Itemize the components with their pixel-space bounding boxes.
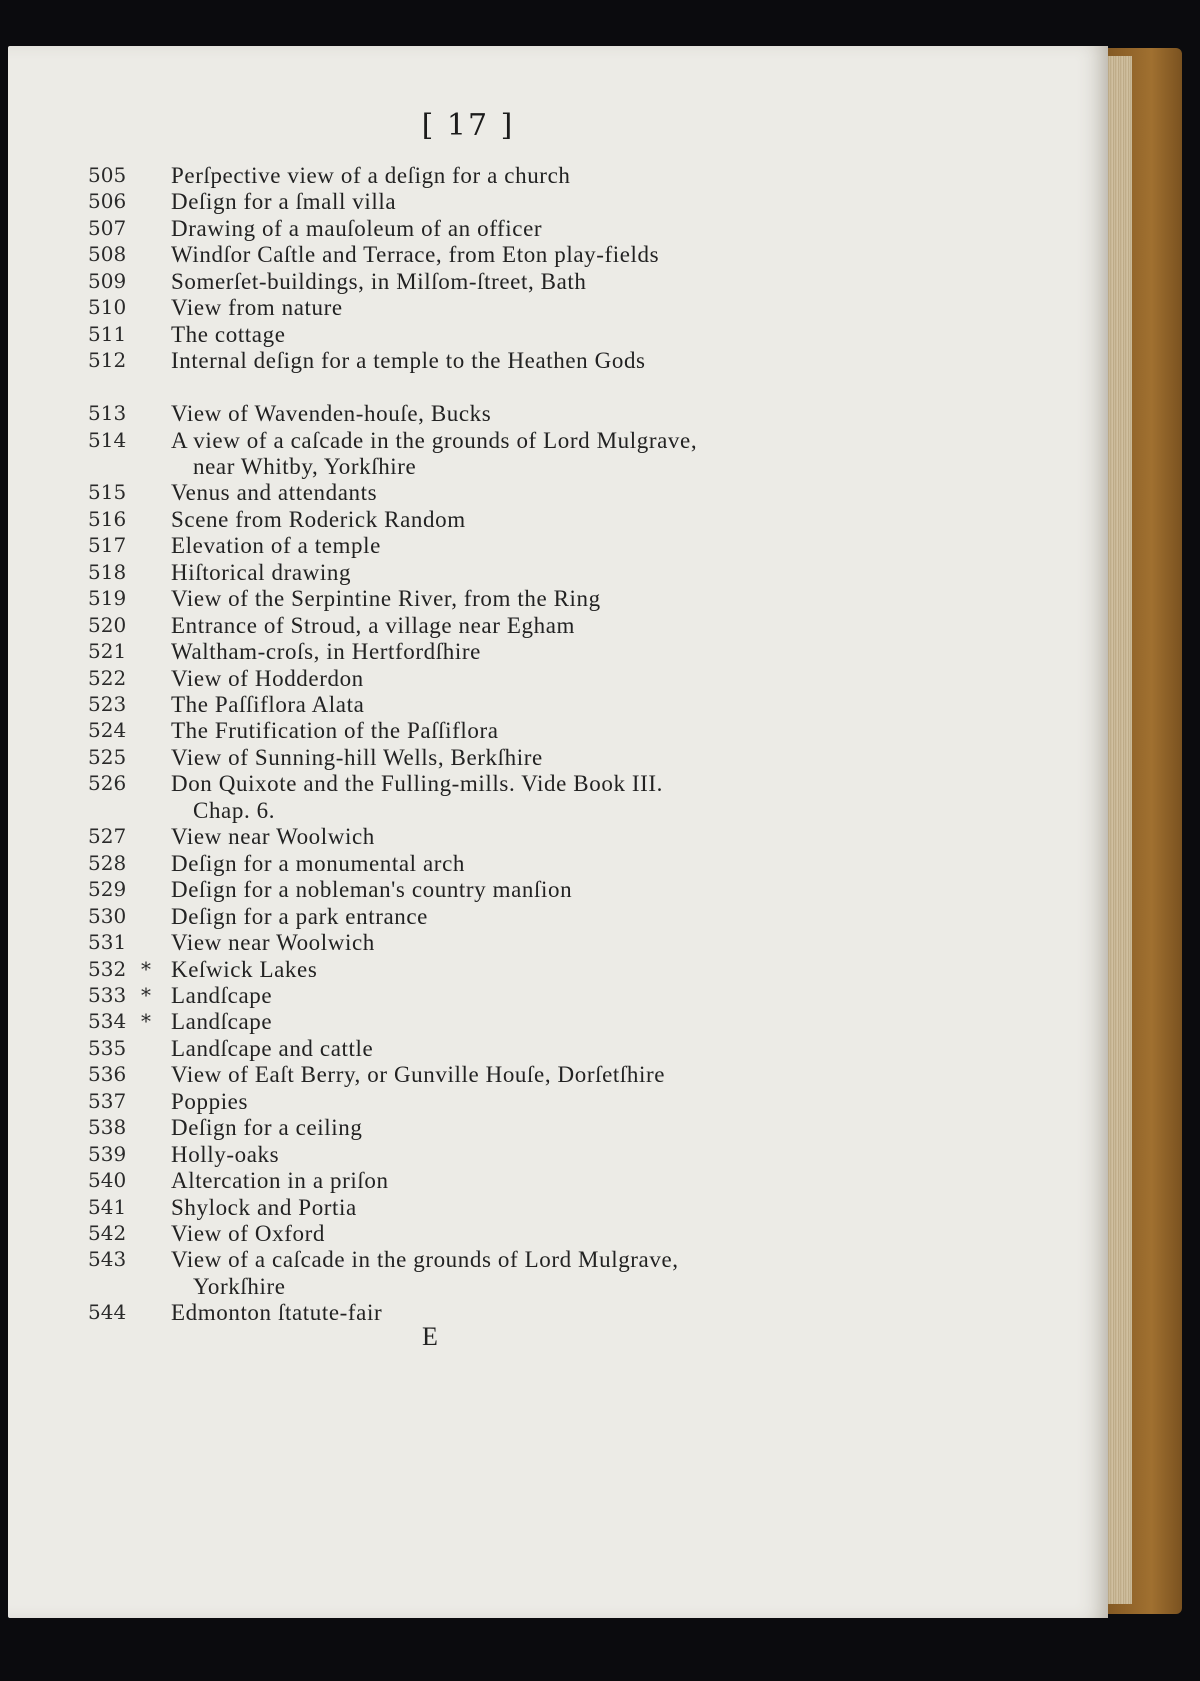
- entry-number: 540: [88, 1168, 127, 1193]
- entry-title: Hiſtorical drawing: [171, 559, 352, 585]
- entry-number: 518: [88, 559, 127, 584]
- entry-title: Venus and attendants: [171, 480, 378, 506]
- entry-number: 530: [88, 903, 127, 928]
- entry-number: 509: [88, 268, 127, 293]
- entry-number: 526: [88, 771, 127, 796]
- entry-number: 531: [88, 930, 127, 955]
- entry-title: Landſcape and cattle: [171, 1035, 374, 1061]
- entry-title: View near Woolwich: [171, 930, 375, 956]
- entry-title: Scene from Roderick Random: [171, 506, 466, 532]
- entry-title: Landſcape: [171, 1009, 273, 1035]
- entry-number: 514: [88, 427, 127, 452]
- entry-number: 516: [88, 506, 127, 531]
- entry-asterisk: *: [141, 956, 151, 981]
- entry-number: 513: [88, 401, 127, 426]
- entry-title: Landſcape: [171, 982, 273, 1008]
- entry-number: 515: [88, 480, 127, 505]
- entry-title: View from nature: [171, 295, 343, 321]
- entry-number: 506: [88, 189, 127, 214]
- entry-title: The Frutification of the Paſſiflora: [171, 718, 499, 744]
- entry-title: Waltham-croſs, in Hertfordſhire: [171, 639, 481, 665]
- entry-number: 541: [88, 1194, 127, 1219]
- entry-title: Drawing of a mauſoleum of an officer: [171, 215, 543, 241]
- entry-number: 522: [88, 665, 127, 690]
- entry-asterisk: *: [141, 1009, 151, 1034]
- entry-title: Holly-oaks: [171, 1141, 280, 1167]
- entry-number: 532: [88, 956, 127, 981]
- entry-title: View of Sunning-hill Wells, Berkſhire: [171, 744, 543, 770]
- entry-title: Internal deſign for a temple to the Heathen Gods: [171, 348, 646, 374]
- entry-title: Deſign for a ceiling: [171, 1115, 363, 1141]
- entry-title: View of the Serpintine River, from the Ring: [171, 586, 601, 612]
- entry-title: Poppies: [171, 1088, 249, 1114]
- entry-number: 542: [88, 1221, 127, 1245]
- entry-title: Elevation of a temple: [171, 533, 381, 559]
- entry-title: The Paſſiflora Alata: [171, 692, 365, 717]
- entry-title: The cottage: [171, 321, 286, 347]
- signature-mark: E: [422, 1322, 438, 1351]
- entry-number: 534: [88, 1009, 127, 1034]
- entry-asterisk: *: [141, 982, 151, 1007]
- entry-number: 519: [88, 586, 127, 611]
- entry-title: Windſor Caſtle and Terrace, from Eton play-fields: [171, 242, 660, 268]
- entry-title: View of Eaſt Berry, or Gunville Houſe, Dorſetſhire: [171, 1062, 666, 1088]
- entry-number: 536: [88, 1062, 127, 1087]
- entry-title: Entrance of Stroud, a village near Egham: [171, 612, 575, 638]
- entry-title: Edmonton ſtatute-fair: [171, 1300, 383, 1326]
- page-header: [ 17 ]: [421, 108, 515, 143]
- entry-title: Chap. 6.: [193, 797, 276, 823]
- entry-number: 535: [88, 1035, 127, 1060]
- entry-number: 510: [88, 295, 127, 320]
- entry-number: 539: [88, 1141, 127, 1166]
- entry-number: 507: [88, 215, 127, 240]
- entry-title: View near Woolwich: [171, 824, 375, 850]
- entry-title: Somerſet-buildings, in Milſom-ſtreet, Bath: [171, 268, 587, 294]
- entry-number: 528: [88, 850, 127, 875]
- page-fore-edge: [1104, 56, 1132, 1604]
- entry-title: near Whitby, Yorkſhire: [193, 453, 417, 479]
- entry-number: 520: [88, 612, 127, 637]
- entry-number: 517: [88, 533, 127, 558]
- entry-number: 537: [88, 1088, 127, 1113]
- entry-number: 543: [88, 1247, 127, 1272]
- entry-title: View of Oxford: [171, 1221, 325, 1246]
- entry-title: Perſpective view of a deſign for a church: [171, 163, 571, 188]
- entry-number: 511: [88, 321, 127, 346]
- entry-title: Deſign for a ſmall villa: [171, 189, 397, 215]
- entry-number: 524: [88, 718, 127, 743]
- entry-number: 527: [88, 824, 127, 849]
- entry-number: 525: [88, 744, 127, 769]
- entry-number: 505: [88, 163, 127, 187]
- entry-title: View of Hodderdon: [171, 665, 364, 691]
- entry-number: 544: [88, 1300, 127, 1325]
- entry-title: A view of a caſcade in the grounds of Lord Mulgrave,: [171, 427, 698, 453]
- entry-number: 538: [88, 1115, 127, 1140]
- entry-number: 523: [88, 692, 127, 716]
- entry-title: Altercation in a priſon: [171, 1168, 389, 1194]
- entry-title: Shylock and Portia: [171, 1194, 357, 1220]
- entry-title: Keſwick Lakes: [171, 956, 318, 982]
- entry-title: Deſign for a nobleman's country manſion: [171, 877, 573, 903]
- entry-number: 529: [88, 877, 127, 902]
- entry-title: Don Quixote and the Fulling-mills. Vide Book III.: [171, 771, 664, 797]
- entry-number: 512: [88, 348, 127, 373]
- entry-number: 508: [88, 242, 127, 267]
- entry-title: Deſign for a monumental arch: [171, 850, 465, 876]
- entry-title: Yorkſhire: [193, 1273, 286, 1299]
- entry-title: View of a caſcade in the grounds of Lord Mulgrave,: [171, 1247, 679, 1273]
- entry-number: 521: [88, 639, 127, 664]
- entry-title: View of Wavenden-houſe, Bucks: [171, 401, 492, 427]
- entry-title: Deſign for a park entrance: [171, 903, 428, 929]
- entry-number: 533: [88, 982, 127, 1007]
